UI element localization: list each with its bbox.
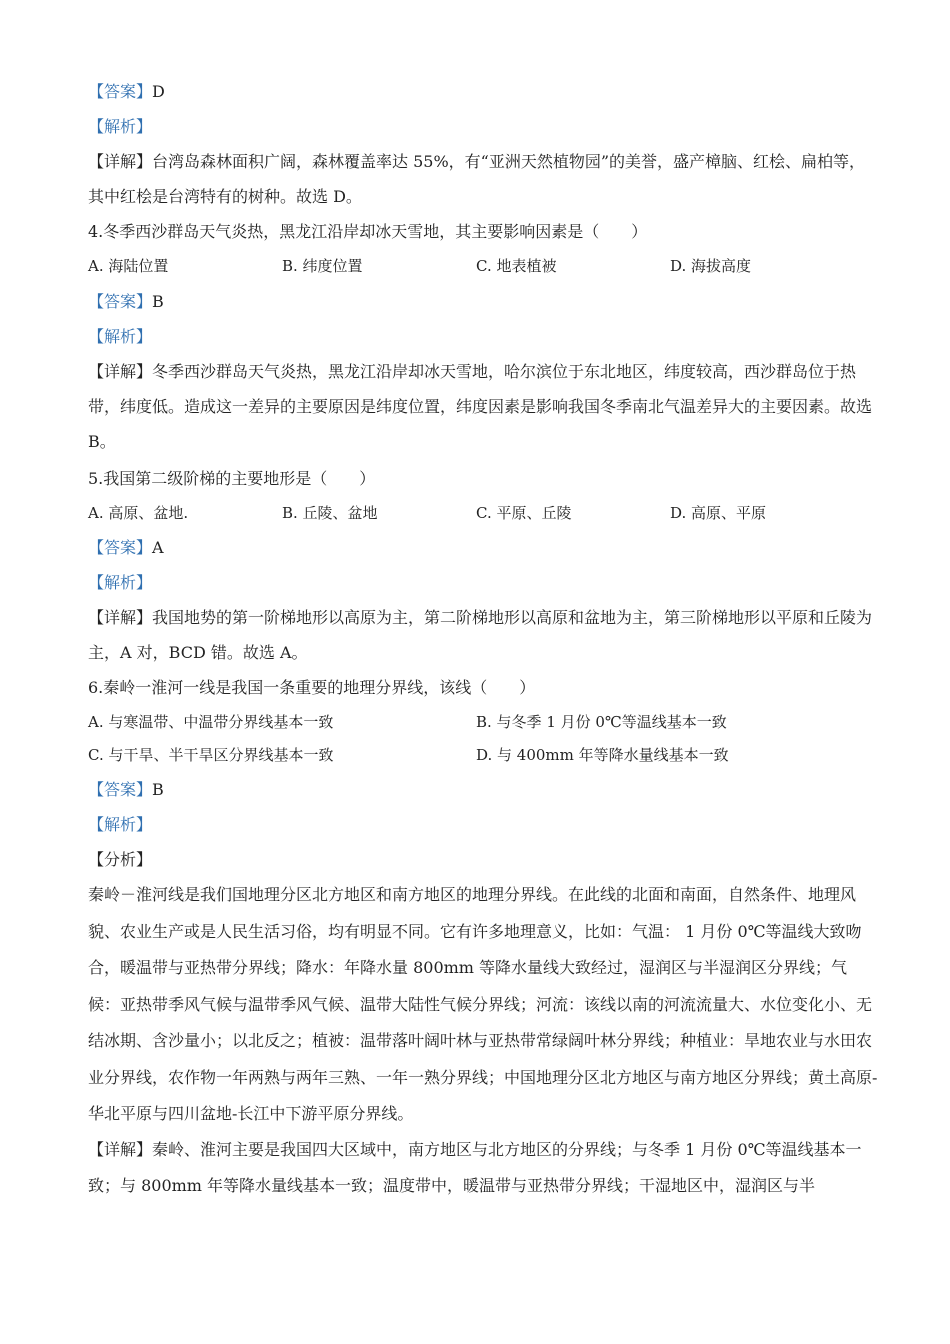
answer-line — [88, 772, 878, 807]
option-d: D. 与 400mm 年等降水量线基本一致 — [476, 746, 729, 764]
fenxi-paragraph: 秦岭－淮河线是我们国地理分区北方地区和南方地区的地理分界线。在此线的北面和南面，自然条件、地理风貌、农业生产或是人民生活习俗，均有明显不同。它有许多地理意义，比如：气温： 1 月份 0℃等温线大致吻合，暖温带与亚热带分界线；降水：年降水量 800mm 等降水量线大致经过，湿润区与半湿润区分界线；气候：亚热带季风气候与温带季风气候、温带大陆性气候分界线；河流：该线以南的河流流量大、水位变化小、无结冰期、含沙量小；以北反之；植被：温带落叶阔叶林与亚热带常绿阔叶林分界线；种植业：旱地农业与水田农业分界线，农作物一年两熟与两年三熟、一年一熟分界线；中国地理分区北方地区与南方地区分界线；黄土高原-华北平原与四川盆地-长江中下游平原分界线。 — [88, 885, 878, 1123]
options-row — [88, 249, 878, 284]
detail-paragraph — [88, 354, 878, 459]
options-row — [88, 496, 878, 531]
answer-value: A — [152, 538, 164, 557]
detail-text: 我国地势的第一阶梯地形以高原为主，第二阶梯地形以高原和盆地为主，第三阶梯地形以平原和丘陵为主，A 对，BCD 错。故选 A。 — [88, 608, 873, 662]
option-b: B. 纬度位置 — [282, 257, 363, 275]
detail-tag: 【详解】 — [88, 608, 153, 627]
detail-tag: 【详解】 — [88, 1140, 153, 1159]
detail-tag: 【详解】 — [88, 152, 153, 171]
fenxi-tag: 【分析】 — [88, 850, 153, 869]
answer-line — [88, 284, 878, 319]
question-4: 4.冬季西沙群岛天气炎热，黑龙江沿岸却冰天雪地，其主要影响因素是（ ） — [88, 222, 648, 241]
option-c: C. 与干旱、半干旱区分界线基本一致 — [88, 746, 334, 764]
analysis-tag: 【解析】 — [88, 815, 153, 834]
answer-tag: 【答案】 — [88, 82, 153, 101]
detail-text: 台湾岛森林面积广阔，森林覆盖率达 55%，有“亚洲天然植物园”的美誉，盛产樟脑、红桧、扁柏等，其中红桧是台湾特有的树种。故选 D。 — [88, 152, 866, 206]
option-a: A. 海陆位置 — [88, 257, 169, 275]
answer-line — [88, 74, 878, 109]
analysis-tag: 【解析】 — [88, 327, 153, 346]
answer-value: B — [152, 780, 164, 799]
analysis-tag: 【解析】 — [88, 117, 153, 136]
answer-tag: 【答案】 — [88, 780, 153, 799]
answer-tag: 【答案】 — [88, 538, 153, 557]
option-d: D. 高原、平原 — [670, 504, 767, 522]
options-row — [88, 738, 878, 773]
detail-paragraph — [88, 600, 878, 670]
detail-paragraph — [88, 144, 878, 214]
answer-tag: 【答案】 — [88, 292, 153, 311]
option-c: C. 地表植被 — [476, 257, 557, 275]
option-b: B. 与冬季 1 月份 0℃等温线基本一致 — [476, 713, 727, 731]
question-6: 6.秦岭一淮河一线是我国一条重要的地理分界线，该线（ ） — [88, 678, 536, 697]
detail-text: 秦岭、淮河主要是我国四大区域中，南方地区与北方地区的分界线；与冬季 1 月份 0℃等温线基本一致；与 800mm 年等降水量线基本一致；温度带中，暖温带与亚热带分界线；干湿地区中，湿润区与半 — [88, 1140, 862, 1195]
question-5: 5.我国第二级阶梯的主要地形是（ ） — [88, 469, 376, 488]
option-d: D. 海拔高度 — [670, 257, 752, 275]
detail-text: 冬季西沙群岛天气炎热，黑龙江沿岸却冰天雪地，哈尔滨位于东北地区，纬度较高，西沙群岛位于热带，纬度低。造成这一差异的主要原因是纬度位置，纬度因素是影响我国冬季南北气温差异大的主要因素。故选 B。 — [88, 362, 873, 451]
answer-value: B — [152, 292, 164, 311]
option-c: C. 平原、丘陵 — [476, 504, 572, 522]
option-a: A. 与寒温带、中温带分界线基本一致 — [88, 713, 334, 731]
option-b: B. 丘陵、盆地 — [282, 504, 378, 522]
answer-line — [88, 530, 878, 565]
options-row — [88, 705, 878, 740]
answer-value: D — [152, 82, 165, 101]
option-a: A. 高原、盆地. — [88, 504, 189, 522]
detail-tag: 【详解】 — [88, 362, 153, 381]
detail-paragraph — [88, 1132, 878, 1204]
analysis-tag: 【解析】 — [88, 573, 153, 592]
